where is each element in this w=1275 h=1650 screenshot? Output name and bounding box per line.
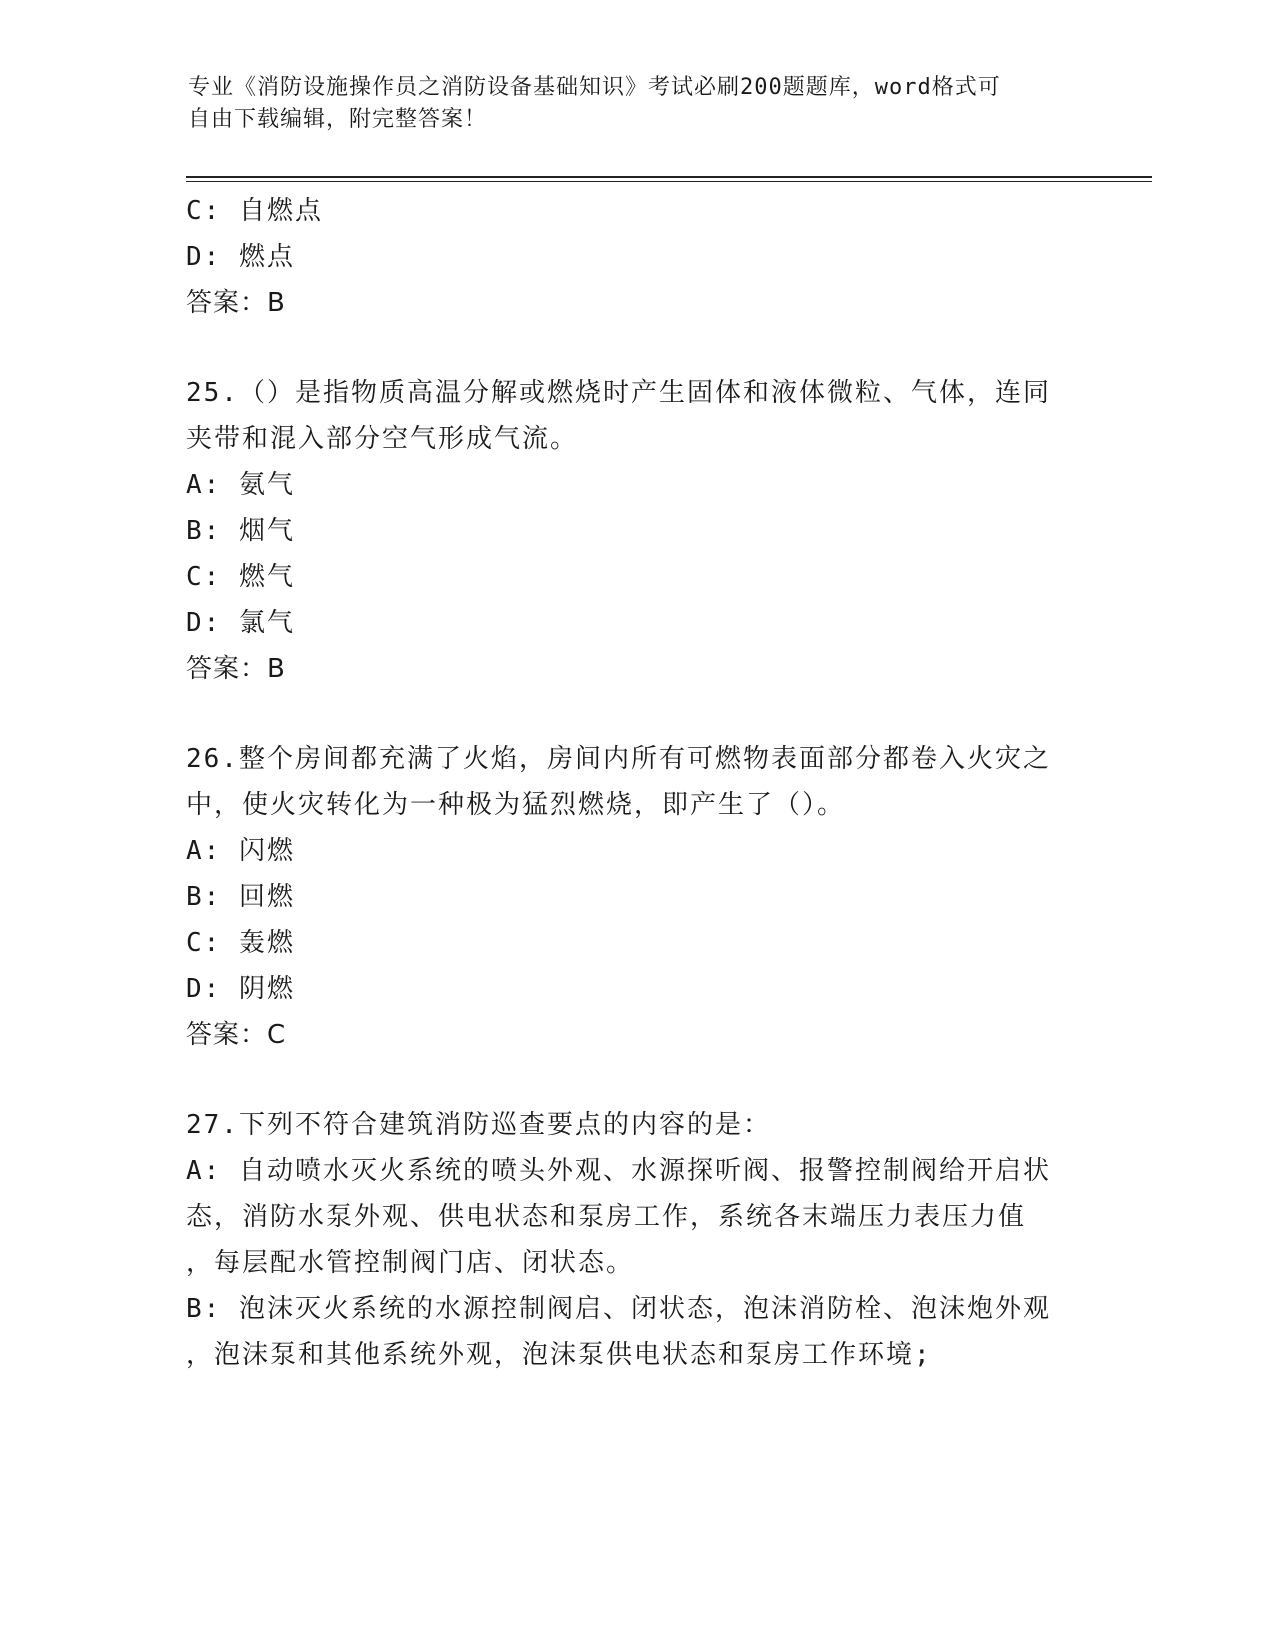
option-a: A: 氨气 bbox=[186, 470, 295, 500]
header-line-2: 自由下载编辑，附完整答案！ bbox=[188, 107, 488, 132]
option-c: C: 自燃点 bbox=[186, 196, 323, 226]
answer: 答案：B bbox=[186, 288, 286, 318]
answer: 答案：B bbox=[186, 654, 286, 684]
option-a: A: 自动喷水灭火系统的喷头外观、水源探听阀、报警控制阀给开启状 态，消防水泵外观、供电状态和泵房工作，系统各末端压力表压力值 ，每层配水管控制阀门店、闭状态。 bbox=[186, 1156, 1051, 1278]
option-a: A: 闪燃 bbox=[186, 836, 295, 866]
option-b: B: 烟气 bbox=[186, 516, 295, 546]
answer: 答案：C bbox=[186, 1020, 287, 1050]
option-d: D: 阴燃 bbox=[186, 974, 295, 1004]
question-stem: 26.整个房间都充满了火焰，房间内所有可燃物表面部分都卷入火灾之 中，使火灾转化为一种极为猛烈燃烧，即产生了（）。 bbox=[186, 744, 1051, 820]
question-stem: 27.下列不符合建筑消防巡查要点的内容的是： bbox=[186, 1110, 771, 1140]
prev-question bbox=[186, 188, 1086, 326]
header-line-1: 专业《消防设施操作员之消防设备基础知识》考试必刷200题题库，word格式可 bbox=[188, 75, 1001, 100]
option-c: C: 轰燃 bbox=[186, 928, 295, 958]
option-b: B: 泡沫灭火系统的水源控制阀启、闭状态，泡沫消防栓、泡沫炮外观 ，泡沫泵和其他系统外观，泡沫泵供电状态和泵房工作环境; bbox=[186, 1294, 1051, 1370]
option-d: D: 燃点 bbox=[186, 242, 295, 272]
option-c: C: 燃气 bbox=[186, 562, 295, 592]
option-d: D: 氯气 bbox=[186, 608, 295, 638]
question-25 bbox=[186, 370, 1086, 692]
option-b: B: 回燃 bbox=[186, 882, 295, 912]
question-27 bbox=[186, 1102, 1086, 1378]
question-26 bbox=[186, 736, 1086, 1058]
document-header bbox=[188, 72, 1068, 136]
question-stem: 25.（）是指物质高温分解或燃烧时产生固体和液体微粒、气体，连同 夹带和混入部分空气形成气流。 bbox=[186, 378, 1051, 454]
header-rule-thin bbox=[186, 181, 1152, 182]
question-list bbox=[186, 188, 1086, 1378]
header-rule-thick bbox=[186, 176, 1152, 178]
